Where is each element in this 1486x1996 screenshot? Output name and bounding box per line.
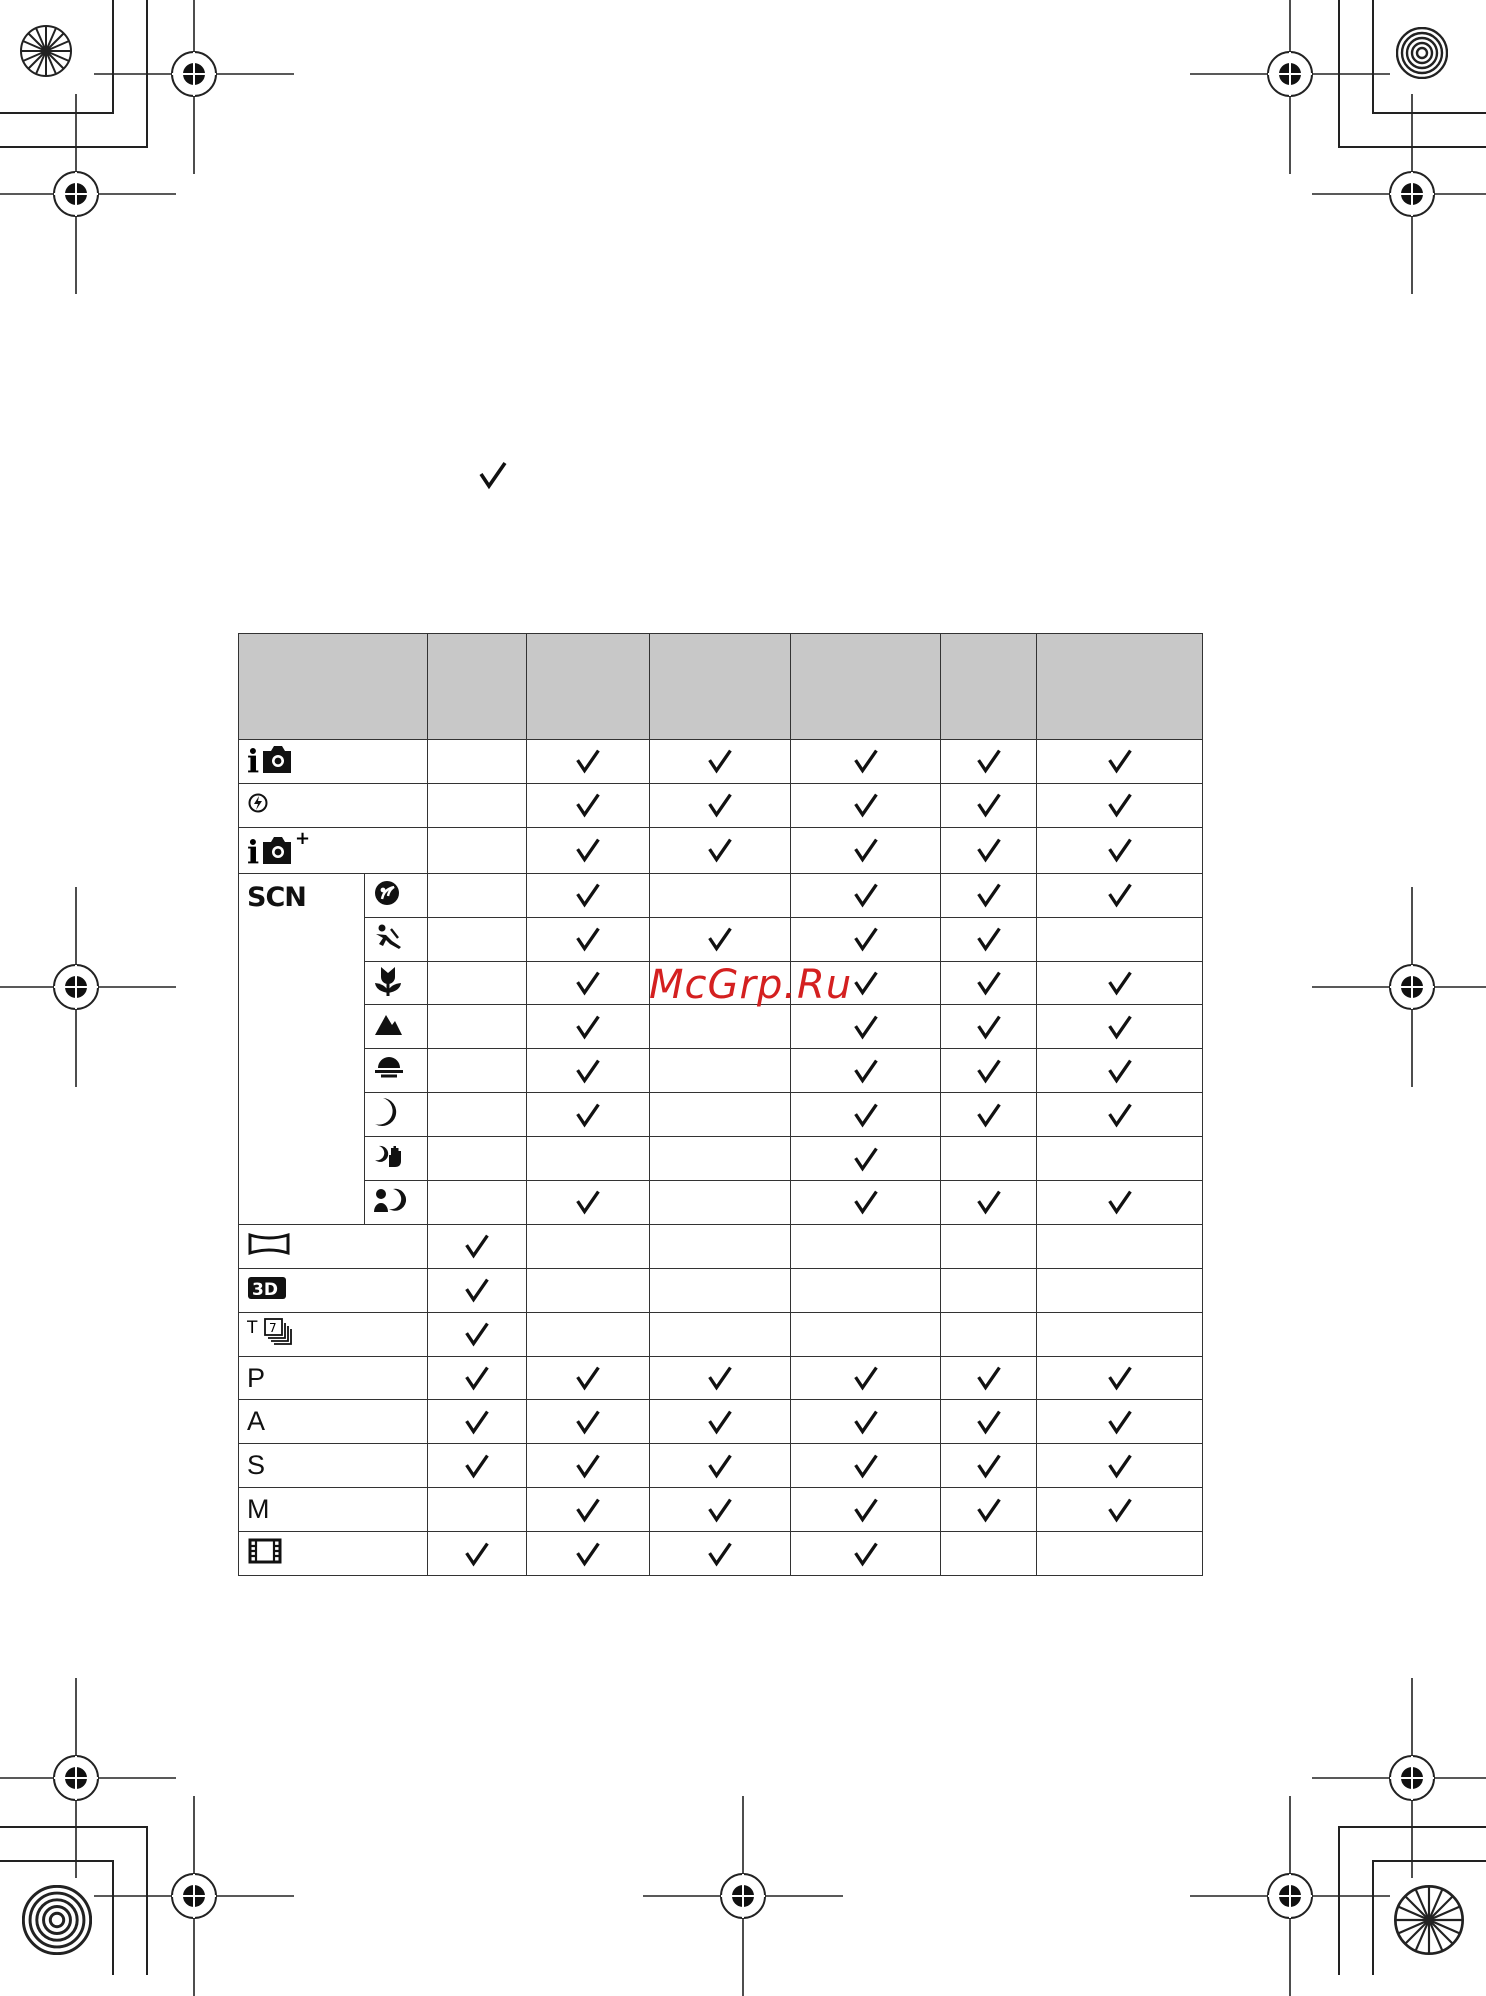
check-cell bbox=[791, 873, 941, 917]
check-cell bbox=[791, 1312, 941, 1356]
table-row bbox=[239, 1093, 1203, 1137]
starburst-icon bbox=[20, 25, 72, 77]
mode-cell bbox=[239, 1400, 428, 1444]
scn-mode-cell bbox=[365, 873, 428, 917]
svg-text:3D: 3D bbox=[252, 1279, 278, 1300]
check-icon bbox=[853, 1453, 879, 1479]
crosshair-target-icon bbox=[0, 887, 176, 1087]
check-cell bbox=[650, 1400, 791, 1444]
table-row bbox=[239, 1181, 1203, 1225]
svg-text:i: i bbox=[247, 832, 260, 868]
check-cell bbox=[791, 1137, 941, 1181]
check-cell bbox=[650, 1093, 791, 1137]
check-cell bbox=[1037, 873, 1203, 917]
check-icon bbox=[976, 882, 1002, 908]
crosshair-target-icon bbox=[0, 94, 176, 294]
check-cell bbox=[527, 1356, 650, 1400]
check-cell bbox=[650, 873, 791, 917]
check-cell bbox=[428, 1181, 527, 1225]
movie-icon bbox=[247, 1537, 283, 1570]
sweep-panorama-icon bbox=[247, 1231, 291, 1262]
check-icon bbox=[575, 748, 601, 774]
header-cell bbox=[527, 634, 650, 740]
check-cell bbox=[428, 827, 527, 873]
check-icon bbox=[853, 748, 879, 774]
check-cell bbox=[527, 827, 650, 873]
check-icon bbox=[976, 792, 1002, 818]
check-cell bbox=[527, 1268, 650, 1312]
check-cell bbox=[527, 1488, 650, 1532]
mode-cell bbox=[239, 740, 428, 784]
check-icon bbox=[575, 926, 601, 952]
check-icon bbox=[707, 1409, 733, 1435]
table-row bbox=[239, 740, 1203, 784]
tele-zoom-burst-icon bbox=[247, 1317, 295, 1352]
check-cell bbox=[428, 783, 527, 827]
table-row bbox=[239, 1356, 1203, 1400]
check-icon bbox=[853, 1014, 879, 1040]
check-icon bbox=[976, 1497, 1002, 1523]
scn-night-scene-icon bbox=[373, 1096, 401, 1133]
check-cell bbox=[1037, 1224, 1203, 1268]
check-cell bbox=[941, 1224, 1037, 1268]
check-icon bbox=[853, 1365, 879, 1391]
check-cell bbox=[527, 1224, 650, 1268]
check-cell bbox=[941, 873, 1037, 917]
check-cell bbox=[527, 873, 650, 917]
check-icon bbox=[976, 926, 1002, 952]
check-cell bbox=[650, 740, 791, 784]
mode-cell bbox=[239, 1224, 428, 1268]
check-cell bbox=[428, 1356, 527, 1400]
check-cell bbox=[650, 1312, 791, 1356]
check-cell bbox=[1037, 961, 1203, 1005]
check-icon bbox=[707, 837, 733, 863]
table-row bbox=[239, 1268, 1203, 1312]
check-icon bbox=[1107, 1102, 1133, 1128]
check-cell bbox=[428, 1444, 527, 1488]
scn-mode-cell bbox=[365, 1005, 428, 1049]
check-cell bbox=[527, 1400, 650, 1444]
table-row bbox=[239, 783, 1203, 827]
check-cell bbox=[791, 1400, 941, 1444]
check-cell bbox=[650, 1356, 791, 1400]
table-row bbox=[239, 1532, 1203, 1576]
check-icon bbox=[853, 1189, 879, 1215]
check-icon bbox=[575, 792, 601, 818]
scn-mode-cell bbox=[365, 917, 428, 961]
svg-text:7: 7 bbox=[269, 1320, 277, 1335]
check-cell bbox=[1037, 1093, 1203, 1137]
check-icon bbox=[575, 882, 601, 908]
mode-cell bbox=[239, 827, 428, 873]
check-icon bbox=[478, 460, 508, 490]
check-cell bbox=[527, 1181, 650, 1225]
check-cell bbox=[941, 1488, 1037, 1532]
check-cell bbox=[941, 1005, 1037, 1049]
intelligent-auto-icon bbox=[247, 741, 303, 782]
check-cell bbox=[650, 1137, 791, 1181]
check-icon bbox=[853, 1497, 879, 1523]
table-row bbox=[239, 1488, 1203, 1532]
header-cell bbox=[791, 634, 941, 740]
check-cell bbox=[941, 1400, 1037, 1444]
check-cell bbox=[791, 783, 941, 827]
check-icon bbox=[575, 1058, 601, 1084]
check-cell bbox=[1037, 1312, 1203, 1356]
check-icon bbox=[976, 1058, 1002, 1084]
scn-mode-cell bbox=[365, 1181, 428, 1225]
check-cell bbox=[941, 1356, 1037, 1400]
check-cell bbox=[1037, 1181, 1203, 1225]
check-icon bbox=[976, 1409, 1002, 1435]
check-cell bbox=[1037, 1005, 1203, 1049]
check-icon bbox=[976, 1102, 1002, 1128]
check-icon bbox=[976, 1189, 1002, 1215]
check-cell bbox=[650, 917, 791, 961]
mode-cell bbox=[239, 1444, 428, 1488]
check-icon bbox=[575, 1189, 601, 1215]
check-cell bbox=[428, 1137, 527, 1181]
scn-landscape-icon bbox=[373, 1012, 403, 1041]
check-icon bbox=[853, 1146, 879, 1172]
check-icon bbox=[464, 1365, 490, 1391]
check-icon bbox=[464, 1409, 490, 1435]
check-cell bbox=[428, 1224, 527, 1268]
check-icon bbox=[1107, 1497, 1133, 1523]
check-icon bbox=[853, 837, 879, 863]
scn-soft-snap-icon bbox=[373, 879, 401, 912]
check-icon bbox=[1107, 1189, 1133, 1215]
check-icon bbox=[1107, 837, 1133, 863]
mode-cell bbox=[239, 1268, 428, 1312]
check-icon bbox=[575, 1102, 601, 1128]
check-cell bbox=[1037, 1532, 1203, 1576]
check-icon bbox=[976, 970, 1002, 996]
table-row bbox=[239, 1312, 1203, 1356]
check-cell bbox=[428, 1488, 527, 1532]
crosshair-target-icon bbox=[1190, 1796, 1390, 1996]
header-cell bbox=[941, 634, 1037, 740]
table-row bbox=[239, 917, 1203, 961]
check-cell bbox=[1037, 827, 1203, 873]
check-cell bbox=[428, 873, 527, 917]
check-icon bbox=[976, 748, 1002, 774]
scn-mode-cell bbox=[365, 1049, 428, 1093]
check-cell bbox=[527, 1312, 650, 1356]
check-cell bbox=[428, 917, 527, 961]
mode-cell bbox=[239, 1356, 428, 1400]
check-icon bbox=[575, 1453, 601, 1479]
check-cell bbox=[941, 740, 1037, 784]
check-icon bbox=[464, 1453, 490, 1479]
check-cell bbox=[941, 783, 1037, 827]
check-cell bbox=[941, 1181, 1037, 1225]
check-cell bbox=[791, 1356, 941, 1400]
check-cell bbox=[650, 1049, 791, 1093]
check-cell bbox=[650, 783, 791, 827]
check-cell bbox=[941, 917, 1037, 961]
check-icon bbox=[575, 837, 601, 863]
check-cell bbox=[941, 961, 1037, 1005]
watermark-text: McGrp.Ru bbox=[649, 962, 853, 1008]
check-cell bbox=[650, 1005, 791, 1049]
crosshair-target-icon bbox=[643, 1796, 843, 1996]
flash-off-icon bbox=[247, 792, 269, 819]
table-row bbox=[239, 1005, 1203, 1049]
check-icon bbox=[853, 970, 879, 996]
scn-mode-cell bbox=[365, 1093, 428, 1137]
starburst-icon bbox=[1394, 1885, 1464, 1955]
check-icon bbox=[853, 1541, 879, 1567]
check-cell bbox=[428, 1049, 527, 1093]
check-cell bbox=[650, 1444, 791, 1488]
check-icon bbox=[853, 1058, 879, 1084]
check-cell bbox=[428, 1532, 527, 1576]
table-row bbox=[239, 1137, 1203, 1181]
check-cell bbox=[791, 1181, 941, 1225]
mode-cell bbox=[239, 1488, 428, 1532]
check-cell bbox=[527, 917, 650, 961]
check-cell bbox=[791, 917, 941, 961]
check-icon bbox=[464, 1277, 490, 1303]
check-cell bbox=[941, 1268, 1037, 1312]
check-cell bbox=[791, 1532, 941, 1576]
check-cell bbox=[941, 1532, 1037, 1576]
superior-auto-icon bbox=[247, 828, 317, 873]
check-cell bbox=[650, 1532, 791, 1576]
check-cell bbox=[527, 961, 650, 1005]
check-icon bbox=[1107, 792, 1133, 818]
check-icon bbox=[575, 1365, 601, 1391]
check-icon bbox=[464, 1541, 490, 1567]
table-row bbox=[239, 827, 1203, 873]
check-cell bbox=[650, 1224, 791, 1268]
table-row bbox=[239, 1444, 1203, 1488]
check-cell bbox=[791, 1093, 941, 1137]
check-cell bbox=[650, 1268, 791, 1312]
check-cell bbox=[791, 1488, 941, 1532]
check-cell bbox=[941, 1312, 1037, 1356]
check-cell bbox=[941, 1093, 1037, 1137]
check-cell bbox=[650, 1181, 791, 1225]
mode-cell bbox=[239, 783, 428, 827]
check-cell bbox=[527, 783, 650, 827]
header-cell bbox=[650, 634, 791, 740]
scn-mode-cell bbox=[365, 1137, 428, 1181]
mode-cell bbox=[239, 1312, 428, 1356]
check-icon bbox=[707, 1453, 733, 1479]
check-cell bbox=[1037, 1400, 1203, 1444]
check-cell bbox=[650, 827, 791, 873]
check-cell bbox=[791, 740, 941, 784]
check-cell bbox=[428, 1005, 527, 1049]
check-cell bbox=[527, 1137, 650, 1181]
check-cell bbox=[527, 1532, 650, 1576]
check-icon bbox=[464, 1233, 490, 1259]
check-cell bbox=[428, 1093, 527, 1137]
check-icon bbox=[707, 926, 733, 952]
check-cell bbox=[941, 1137, 1037, 1181]
check-icon bbox=[707, 1541, 733, 1567]
check-cell bbox=[1037, 740, 1203, 784]
scn-sports-icon bbox=[373, 923, 405, 956]
check-cell bbox=[791, 1444, 941, 1488]
check-icon bbox=[976, 837, 1002, 863]
check-cell bbox=[428, 1268, 527, 1312]
svg-text:+: + bbox=[295, 827, 311, 849]
check-icon bbox=[1107, 1453, 1133, 1479]
check-cell bbox=[527, 1093, 650, 1137]
check-icon bbox=[1107, 1058, 1133, 1084]
check-icon bbox=[1107, 1365, 1133, 1391]
check-cell bbox=[791, 1049, 941, 1093]
check-cell bbox=[941, 1049, 1037, 1093]
check-cell bbox=[791, 827, 941, 873]
mode-cell bbox=[239, 1532, 428, 1576]
check-icon bbox=[575, 1014, 601, 1040]
check-cell bbox=[428, 740, 527, 784]
concentric-circles-icon bbox=[22, 1885, 92, 1955]
check-cell bbox=[941, 827, 1037, 873]
check-icon bbox=[1107, 1014, 1133, 1040]
scn-sunset-icon bbox=[373, 1056, 405, 1085]
check-icon bbox=[976, 1014, 1002, 1040]
check-icon bbox=[853, 792, 879, 818]
check-cell bbox=[1037, 1137, 1203, 1181]
check-icon bbox=[853, 882, 879, 908]
mode-compatibility-table bbox=[238, 633, 1203, 1576]
check-cell bbox=[1037, 1049, 1203, 1093]
check-cell bbox=[1037, 1444, 1203, 1488]
check-cell bbox=[1037, 917, 1203, 961]
mode-letter: P bbox=[247, 1362, 266, 1393]
check-cell bbox=[527, 740, 650, 784]
check-icon bbox=[1107, 748, 1133, 774]
header-cell bbox=[428, 634, 527, 740]
check-icon bbox=[1107, 882, 1133, 908]
check-icon bbox=[575, 1541, 601, 1567]
check-cell bbox=[1037, 783, 1203, 827]
check-icon bbox=[853, 1102, 879, 1128]
scn-label: SCN bbox=[247, 881, 306, 913]
check-icon bbox=[1107, 1409, 1133, 1435]
check-cell bbox=[791, 1268, 941, 1312]
check-cell bbox=[1037, 1268, 1203, 1312]
mode-letter: S bbox=[247, 1450, 266, 1481]
check-cell bbox=[1037, 1488, 1203, 1532]
check-icon bbox=[1107, 970, 1133, 996]
check-icon bbox=[976, 1453, 1002, 1479]
crosshair-target-icon bbox=[1312, 94, 1486, 294]
check-icon bbox=[707, 1365, 733, 1391]
check-cell bbox=[527, 1005, 650, 1049]
check-icon bbox=[853, 1409, 879, 1435]
scn-macro-icon bbox=[373, 965, 403, 1002]
check-cell bbox=[527, 1444, 650, 1488]
check-icon bbox=[707, 1497, 733, 1523]
scn-night-portrait-icon bbox=[373, 1186, 407, 1219]
check-cell bbox=[1037, 1356, 1203, 1400]
check-cell bbox=[527, 1049, 650, 1093]
table-header-row bbox=[239, 634, 1203, 740]
header-cell bbox=[1037, 634, 1203, 740]
check-cell bbox=[791, 1005, 941, 1049]
check-cell bbox=[428, 1400, 527, 1444]
3d-icon bbox=[247, 1275, 287, 1306]
check-cell bbox=[791, 1224, 941, 1268]
check-icon bbox=[575, 1409, 601, 1435]
header-cell bbox=[239, 634, 428, 740]
check-icon bbox=[707, 792, 733, 818]
scn-mode-cell bbox=[365, 961, 428, 1005]
check-icon bbox=[976, 1365, 1002, 1391]
table-row bbox=[239, 1049, 1203, 1093]
check-cell bbox=[428, 1312, 527, 1356]
table-row bbox=[239, 1400, 1203, 1444]
check-cell bbox=[428, 961, 527, 1005]
concentric-circles-icon bbox=[1396, 27, 1448, 79]
mode-letter: M bbox=[247, 1494, 270, 1525]
check-icon bbox=[707, 748, 733, 774]
scn-group-cell bbox=[239, 873, 365, 1224]
check-cell bbox=[650, 1488, 791, 1532]
check-icon bbox=[575, 970, 601, 996]
check-cell bbox=[941, 1444, 1037, 1488]
check-icon bbox=[575, 1497, 601, 1523]
svg-text:i: i bbox=[247, 741, 260, 777]
table-row bbox=[239, 873, 1203, 917]
svg-text:T: T bbox=[247, 1317, 258, 1338]
check-icon bbox=[464, 1321, 490, 1347]
scn-handheld-twilight-icon bbox=[373, 1143, 407, 1174]
crosshair-target-icon bbox=[94, 1796, 294, 1996]
table-row bbox=[239, 1224, 1203, 1268]
crosshair-target-icon bbox=[1312, 887, 1486, 1087]
mode-letter: A bbox=[247, 1406, 266, 1437]
check-icon bbox=[853, 926, 879, 952]
